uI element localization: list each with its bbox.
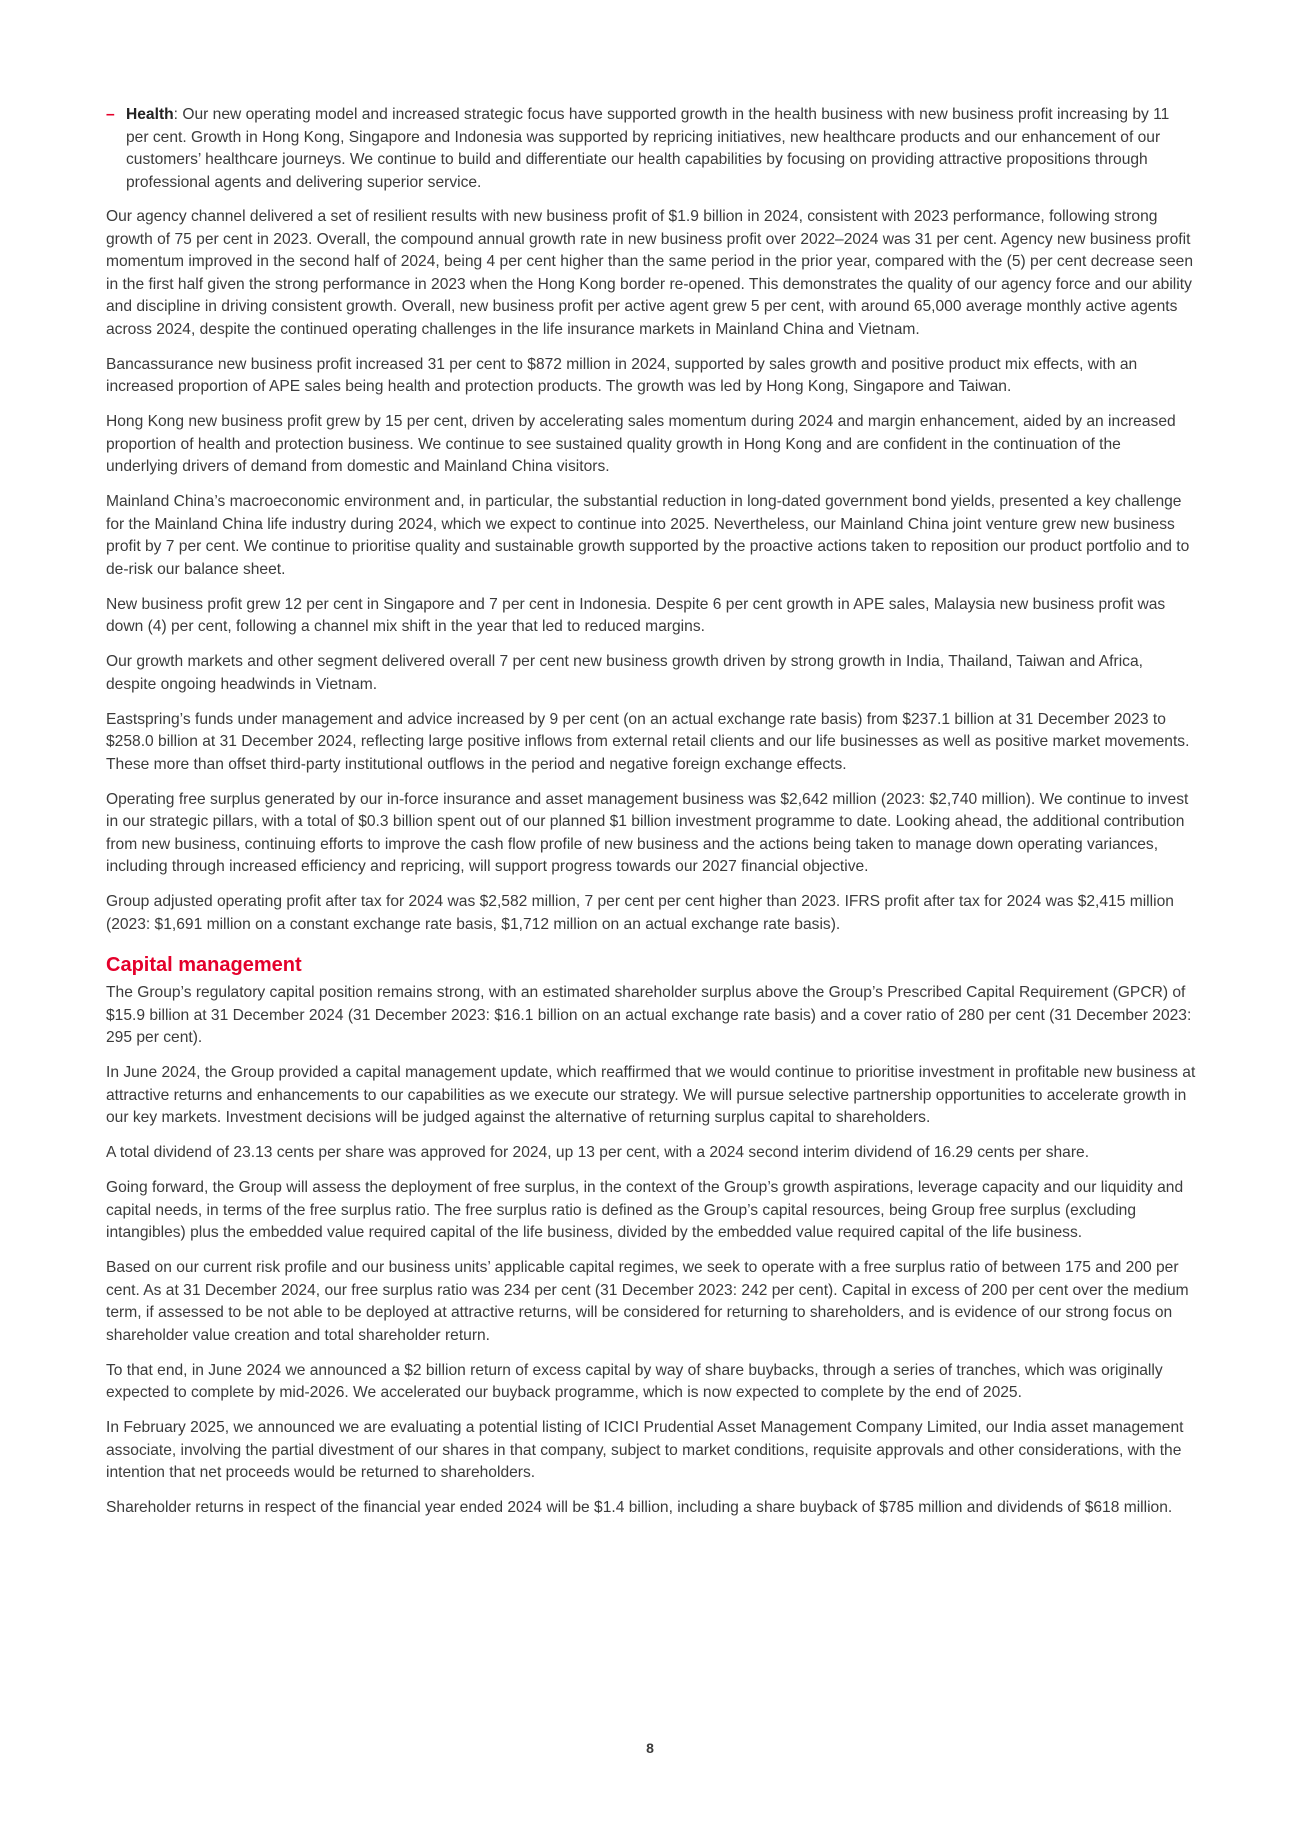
paragraph-singapore-indonesia: New business profit grew 12 per cent in Singapore and 7 per cent in Indonesia. Despite 6 per cent growth in APE sales, Malaysia new business profit was down (4) per cent, following a channel mix shift in the year that led to reduced margins. [106, 595, 1166, 635]
document-page [106, 104, 1196, 1532]
paragraph-share-buyback: To that end, in June 2024 we announced a $2 billion return of excess capital by way of share buybacks, through a series of tranches, which was originally expected to complete by mid-2026. We accelerated our buyback programme, which is now expected to complete by the end of 2025. [106, 1361, 1163, 1401]
paragraph-capital-update: In June 2024, the Group provided a capital management update, which reaffirmed that we would continue to prioritise investment in profitable new business at attractive returns and enhancements to our capabilities as we execute our strategy. We will pursue selective partnership opportunities to accelerate growth in our key markets. Investment decisions will be judged against the alternative of returning surplus capital to shareholders. [106, 1064, 1196, 1126]
paragraph-free-surplus-ratio: Going forward, the Group will assess the deployment of free surplus, in the context of the Group’s growth aspirations, leverage capacity and our liquidity and capital needs, in terms of the free surplus ratio. The free surplus ratio is defined as the Group’s capital resources, being Group free surplus (excluding intangibles) plus the embedded value required capital of the life business, divided by the embedded value required capital of the life business. [106, 1179, 1184, 1241]
bullet-lead: Health [126, 106, 174, 123]
paragraph-hong-kong: Hong Kong new business profit grew by 15 per cent, driven by accelerating sales momentum during 2024 and margin enhancement, aided by an increased proportion of health and protection business. We continue to see sustained quality growth in Hong Kong and are confident in the continuation of the underlying drivers of demand from domestic and Mainland China visitors. [106, 413, 1176, 475]
paragraph-regulatory-capital: The Group’s regulatory capital position remains strong, with an estimated shareholder surplus above the Group’s Prescribed Capital Requirement (GPCR) of $15.9 billion at 31 December 2024 (31 December 2023: $16.1 billion on an actual exchange rate basis) and a cover ratio of 280 per cent (31 December 2023: 295 per cent). [106, 984, 1192, 1046]
paragraph-risk-profile: Based on our current risk profile and our business units’ applicable capital regimes, we seek to operate with a free surplus ratio of between 175 and 200 per cent. As at 31 December 2024, our free surplus ratio was 234 per cent (31 December 2023: 242 per cent). Capital in excess of 200 per cent over the medium term, if assessed to be not able to be deployed at attractive returns, will be considered for returning to shareholders, and is evidence of our strong focus on shareholder value creation and total shareholder return. [106, 1259, 1189, 1344]
page-number: 8 [646, 1740, 654, 1756]
paragraph-mainland-china: Mainland China’s macroeconomic environment and, in particular, the substantial reduction in long-dated government bond yields, presented a key challenge for the Mainland China life industry during 2024, which we expect to continue into 2025. Nevertheless, our Mainland China joint venture grew new business profit by 7 per cent. We continue to prioritise quality and sustainable growth supported by the proactive actions taken to reposition our product portfolio and to de-risk our balance sheet. [106, 493, 1190, 578]
paragraph-operating-profit: Group adjusted operating profit after tax for 2024 was $2,582 million, 7 per cent per cent higher than 2023. IFRS profit after tax for 2024 was $2,415 million (2023: $1,691 million on a constant exchange rate basis, $1,712 million on an actual exchange rate basis). [106, 893, 1174, 933]
bullet-text: : Our new operating model and increased strategic focus have supported growth in the health business with new business profit increasing by 11 per cent. Growth in Hong Kong, Singapore and Indonesia was supported by repricing initiatives, new healthcare products and our enhancement of our customers’ healthcare journeys. We continue to build and differentiate our health capabilities by focusing on providing attractive propositions through professional agents and delivering superior service. [126, 106, 1170, 191]
paragraph-eastspring: Eastspring’s funds under management and advice increased by 9 per cent (on an actual exchange rate basis) from $237.1 billion at 31 December 2023 to $258.0 billion at 31 December 2024, reflecting large positive inflows from external retail clients and our life businesses as well as positive market movements. These more than offset third-party institutional outflows in the period and negative foreign exchange effects. [106, 710, 1190, 773]
paragraph-agency: Our agency channel delivered a set of resilient results with new business profit of $1.9 billion in 2024, consistent with 2023 performance, following strong growth of 75 per cent in 2023. Overall, the compound annual growth rate in new business profit over 2022–2024 was 31 per cent. Agency new business profit momentum improved in the second half of 2024, being 4 per cent higher than the same period in the prior year, compared with the (5) per cent decrease seen in the first half given the strong performance in 2023 when the Hong Kong border re-opened. This demonstrates the quality of our agency force and our ability and discipline in driving consistent growth. Overall, new business profit per active agent grew 5 per cent, with around 65,000 average monthly active agents across 2024, despite the continued operating challenges in the life insurance markets in Mainland China and Vietnam. [106, 208, 1193, 338]
paragraph-icici-listing: In February 2025, we announced we are evaluating a potential listing of ICICI Prudential Asset Management Company Limited, our India asset management associate, involving the partial divestment of our shares in that company, subject to market conditions, requisite approvals and other considerations, with the intention that net proceeds would be returned to shareholders. [106, 1419, 1184, 1481]
paragraph-shareholder-returns: Shareholder returns in respect of the financial year ended 2024 will be $1.4 billion, including a share buyback of $785 million and dividends of $618 million. [106, 1499, 1173, 1516]
bullet-dash: – [106, 106, 115, 123]
paragraph-growth-markets: Our growth markets and other segment delivered overall 7 per cent new business growth driven by strong growth in India, Thailand, Taiwan and Africa, despite ongoing headwinds in Vietnam. [106, 653, 1143, 693]
section-heading-capital-management: Capital management [106, 954, 302, 976]
paragraph-free-surplus: Operating free surplus generated by our in-force insurance and asset management business was $2,642 million (2023: $2,740 million). We continue to invest in our strategic pillars, with a total of $0.3 billion spent out of our planned $1 billion investment programme to date. Looking ahead, the additional contribution from new business, continuing efforts to improve the cash flow profile of new business and the actions being taken to manage down operating variances, including through increased efficiency and repricing, will support progress towards our 2027 financial objective. [106, 790, 1189, 875]
paragraph-bancassurance: Bancassurance new business profit increased 31 per cent to $872 million in 2024, supported by sales growth and positive product mix effects, with an increased proportion of APE sales being health and protection products. The growth was led by Hong Kong, Singapore and Taiwan. [106, 355, 1138, 395]
health-bullet [106, 104, 1196, 194]
paragraph-dividend: A total dividend of 23.13 cents per share was approved for 2024, up 13 per cent, with a 2024 second interim dividend of 16.29 cents per share. [106, 1144, 1090, 1161]
